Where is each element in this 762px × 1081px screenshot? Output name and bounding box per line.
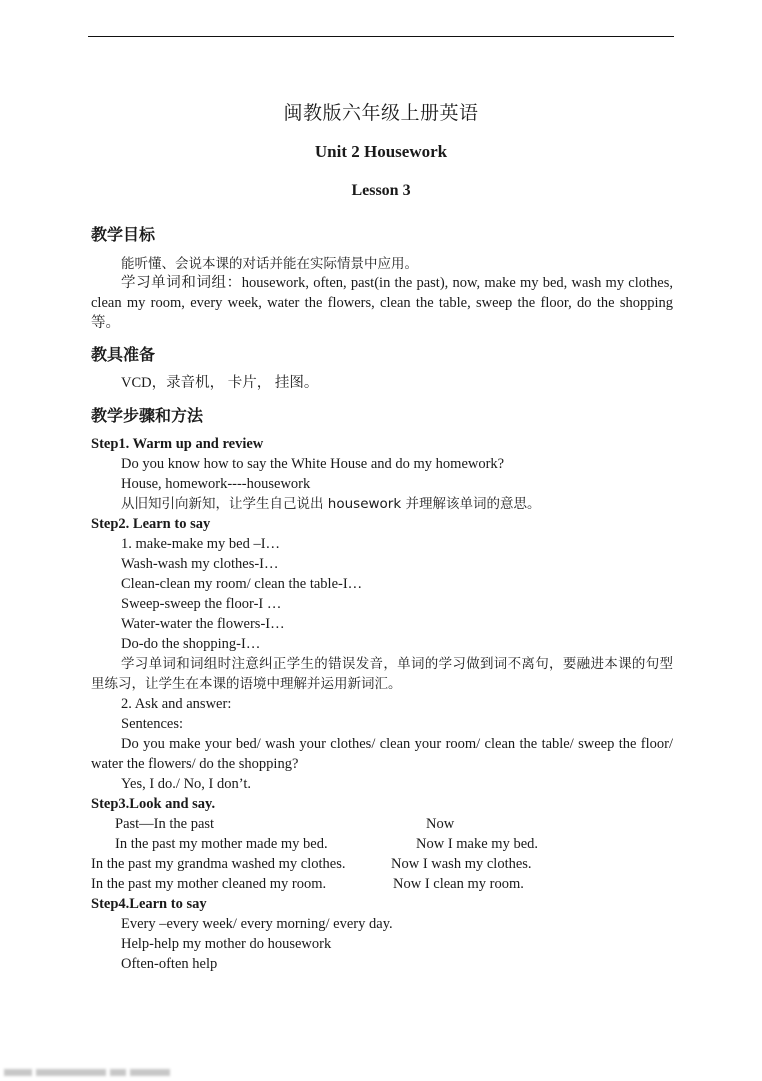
past-sentence: In the past my mother made my bed. — [115, 836, 328, 852]
materials-heading: 教具准备 — [91, 345, 156, 364]
step2-line: 1. make-make my bed –I… — [121, 536, 281, 552]
step2-title: Step2. Learn to say — [91, 516, 211, 532]
now-sentence: Now I wash my clothes. — [391, 856, 532, 872]
lesson-title: Lesson 3 — [351, 182, 411, 199]
step1-title: Step1. Warm up and review — [91, 436, 264, 452]
ask-answer-title: 2. Ask and answer: — [121, 696, 232, 712]
now-sentence: Now I clean my room. — [393, 876, 524, 892]
document-title: 闽教版六年级上册英语 — [283, 102, 479, 124]
question-sentence: Do you make your bed/ wash your clothes/ clean your room/ clean the table/ sweep the floor/ water the flowers/ do the shopping? — [91, 736, 673, 772]
step2-line: Sweep-sweep the floor-I … — [121, 596, 282, 612]
step4-line: Help-help my mother do housework — [121, 936, 332, 952]
objectives-line: 能听懂、会说本课的对话并能在实际情景中应用。 — [121, 256, 418, 272]
step2-line: Do-do the shopping-I… — [121, 636, 261, 652]
unit-title: Unit 2 Housework — [314, 142, 448, 161]
step2-line: Water-water the flowers-I… — [121, 616, 285, 632]
materials-list: VCD，录音机， 卡片， 挂图。 — [121, 375, 319, 391]
watermark — [4, 1063, 184, 1075]
step4-line: Often-often help — [121, 956, 218, 972]
step4-line: Every –every week/ every morning/ every day. — [121, 916, 393, 932]
past-sentence: In the past my grandma washed my clothes. — [91, 856, 346, 872]
step2-line: Clean-clean my room/ clean the table-I… — [121, 576, 363, 592]
methods-heading: 教学步骤和方法 — [91, 406, 204, 425]
now-header: Now — [426, 816, 455, 832]
step1-line: 从旧知引向新知，让学生自己说出 housework 并理解该单词的意思。 — [121, 496, 541, 512]
step3-title: Step3.Look and say. — [91, 796, 216, 812]
step2-note: 学习单词和词组时注意纠正学生的错误发音，单词的学习做到词不离句，要融进本课的句型里练习，让学生在本课的语境中理解并运用新词汇。 — [91, 656, 673, 692]
answer-sentence: Yes, I do./ No, I don’t. — [121, 776, 251, 792]
step1-line: House, homework----housework — [121, 476, 311, 492]
past-sentence: In the past my mother cleaned my room. — [91, 876, 327, 892]
step2-line: Wash-wash my clothes-I… — [121, 556, 279, 572]
header-rule — [88, 36, 674, 37]
vocab-paragraph: 学习单词和词组：housework, often, past(in the past), now, make my bed, wash my clothes, clean my room, every week, water the flowers, clean the table, sweep the floor, do the shopping 等。 — [91, 275, 673, 331]
step1-line: Do you know how to say the White House and do my homework? — [121, 456, 505, 472]
step4-title: Step4.Learn to say — [91, 896, 207, 912]
now-sentence: Now I make my bed. — [416, 836, 539, 852]
past-header: Past—In the past — [115, 816, 215, 832]
objectives-heading: 教学目标 — [91, 225, 156, 244]
sentences-label: Sentences: — [121, 716, 184, 732]
